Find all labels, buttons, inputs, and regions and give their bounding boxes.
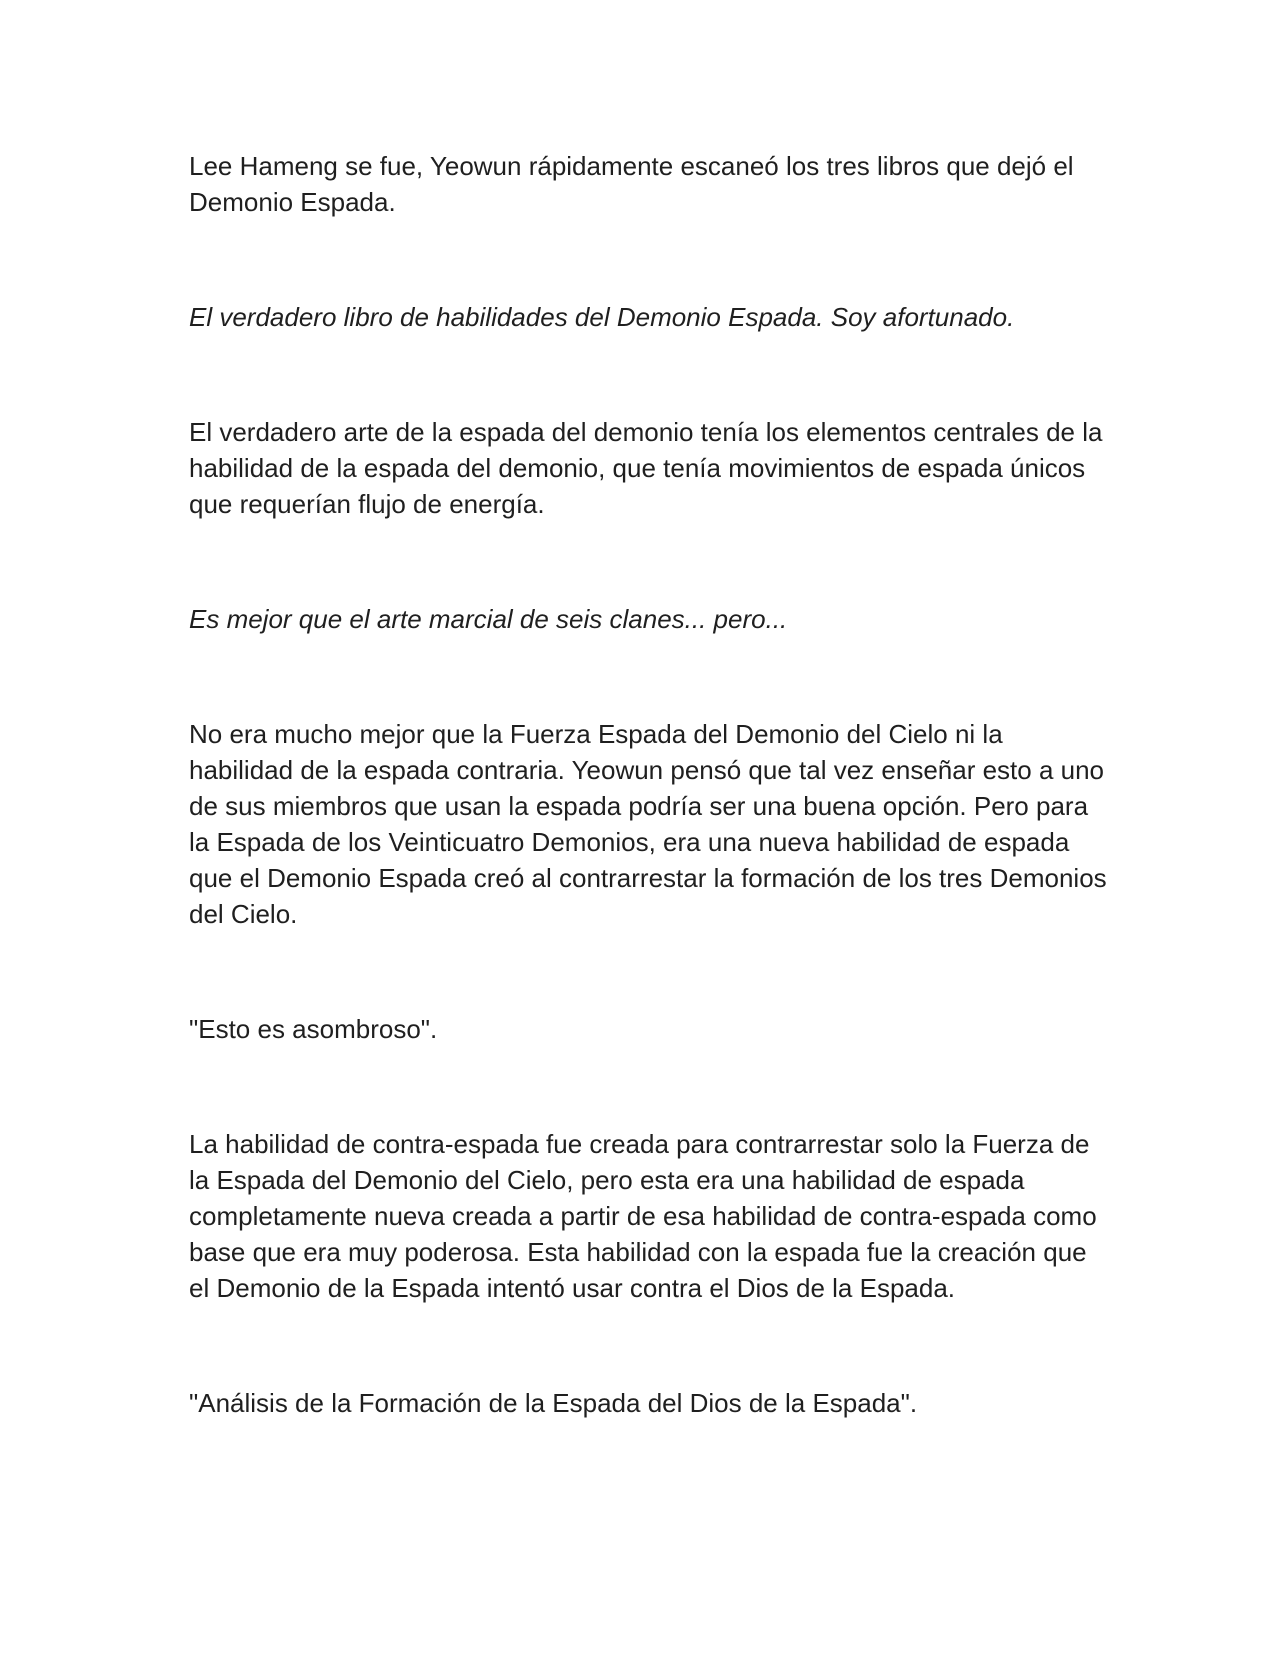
paragraph-8-dialogue: "Análisis de la Formación de la Espada del Dios de la Espada".: [189, 1388, 918, 1418]
paragraph-7: La habilidad de contra-espada fue creada para contrarrestar solo la Fuerza de la Espada del Demonio del Cielo, pero esta era una habilidad de espada completamente nueva creada a partir de esa habilidad de contra-espada como base que era muy poderosa. Esta habilidad con la espada fue la creación que el Demonio de la Espada intentó usar contra el Dios de la Espada.: [189, 1129, 1097, 1303]
paragraph-2-italic-thought: El verdadero libro de habilidades del Demonio Espada. Soy afortunado.: [189, 302, 1015, 332]
paragraph-1: Lee Hameng se fue, Yeowun rápidamente escaneó los tres libros que dejó el Demonio Espada.: [189, 151, 1074, 217]
paragraph-3: El verdadero arte de la espada del demonio tenía los elementos centrales de la habilidad de la espada del demonio, que tenía movimientos de espada únicos que requerían flujo de energía.: [189, 417, 1103, 519]
paragraph-4-italic-thought: Es mejor que el arte marcial de seis clanes... pero...: [189, 604, 788, 634]
document-body: [189, 148, 1109, 1421]
paragraph-6-dialogue: "Esto es asombroso".: [189, 1014, 438, 1044]
paragraph-5: No era mucho mejor que la Fuerza Espada del Demonio del Cielo ni la habilidad de la espada contraria. Yeowun pensó que tal vez enseñar esto a uno de sus miembros que usan la espada podría ser una buena opción. Pero para la Espada de los Veinticuatro Demonios, era una nueva habilidad de espada que el Demonio Espada creó al contrarrestar la formación de los tres Demonios del Cielo.: [189, 719, 1107, 929]
